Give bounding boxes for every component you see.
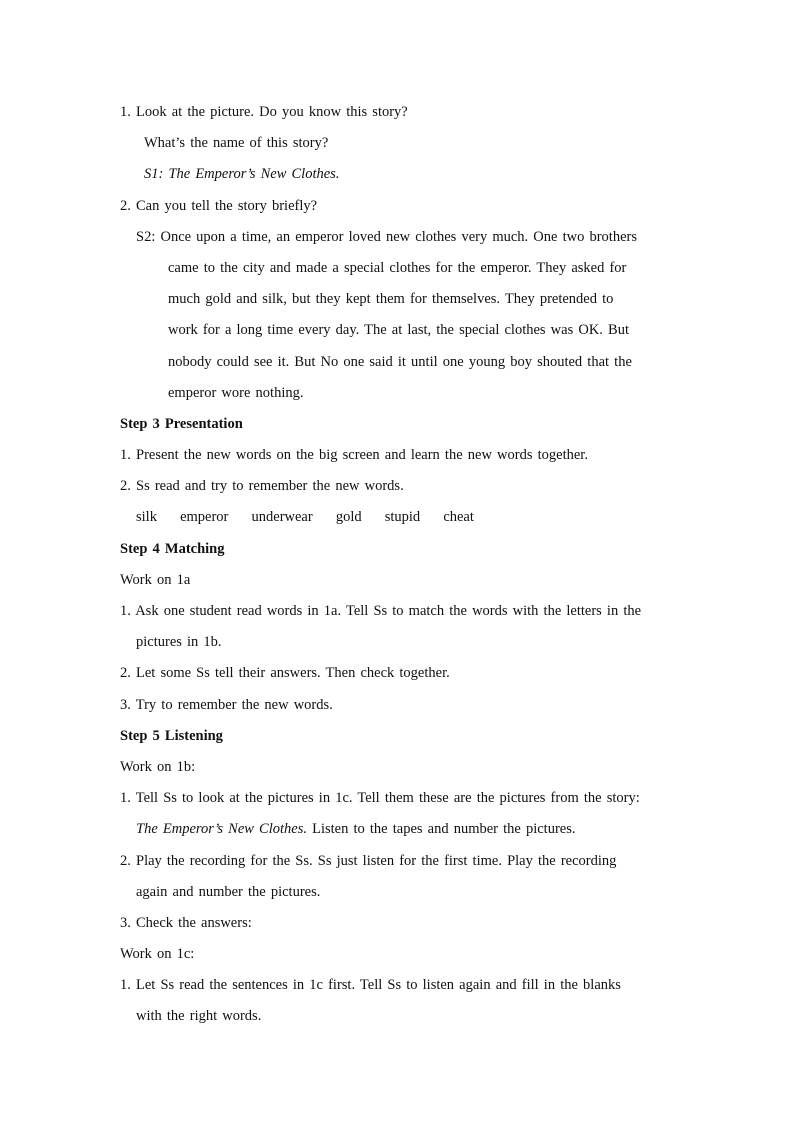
student-1-answer: S1: The Emperor’s New Clothes. [144,166,340,183]
question-1-sub: What’s the name of this story? [144,135,329,152]
step-3-item: 1. Present the new words on the big screen and learn the new words together. [120,447,588,464]
student-2-answer-line: S2: Once upon a time, an emperor loved new clothes very much. One two brothers [136,228,637,245]
word-item: cheat [443,509,474,526]
step-3-heading: Step 3 Presentation [120,415,243,432]
student-2-answer-line: much gold and silk, but they kept them for themselves. They pretended to [168,291,614,308]
step-5-heading: Step 5 Listening [120,727,223,744]
student-2-answer-line: came to the city and made a special clothes for the emperor. They asked for [168,259,627,276]
step-4-item-continued: pictures in 1b. [136,634,222,651]
step-4-work: Work on 1a [120,571,191,588]
question-1: 1. Look at the picture. Do you know this story? [120,104,408,120]
step-5-item-continued [120,817,680,848]
step-5-item-continued: with the right words. [136,1008,262,1025]
step-5-work-1c: Work on 1c: [120,946,195,963]
step-5-item-continued: again and number the pictures. [136,883,321,900]
word-item: underwear [251,509,313,526]
student-2-answer-line: emperor wore nothing. [168,384,304,401]
step-5-item: 1. Tell Ss to look at the pictures in 1c. Tell them these are the pictures from the story: [120,790,640,807]
word-item: silk [136,509,157,526]
step-4-item: 3. Try to remember the new words. [120,696,333,713]
step-4-heading: Step 4 Matching [120,540,225,557]
step-5-item: 2. Play the recording for the Ss. Ss just listen for the first time. Play the recording [120,852,617,869]
step-4-item: 1. Ask one student read words in 1a. Tell Ss to match the words with the letters in the [120,603,642,619]
step-5-item: 1. Let Ss read the sentences in 1c first. Tell Ss to listen again and fill in the blanks [120,977,621,994]
document-page [120,100,680,1036]
word-item: gold [335,509,362,526]
word-item: emperor [180,509,229,526]
story-title: The Emperor’s New Clothes. [136,821,307,838]
question-2: 2. Can you tell the story briefly? [120,197,318,214]
step-4-item: 2. Let some Ss tell their answers. Then check together. [120,665,450,682]
new-words-list [120,505,680,536]
step-3-item: 2. Ss read and try to remember the new words. [120,478,404,495]
student-2-answer-line: work for a long time every day. The at last, the special clothes was OK. But [168,322,630,339]
step-5-item-text: Listen to the tapes and number the pictures. [307,821,576,838]
student-2-answer-line: nobody could see it. But No one said it until one young boy shouted that the [168,353,632,370]
step-5-item: 3. Check the answers: [120,914,252,931]
step-5-work-1b: Work on 1b: [120,758,196,775]
word-item: stupid [384,509,421,526]
